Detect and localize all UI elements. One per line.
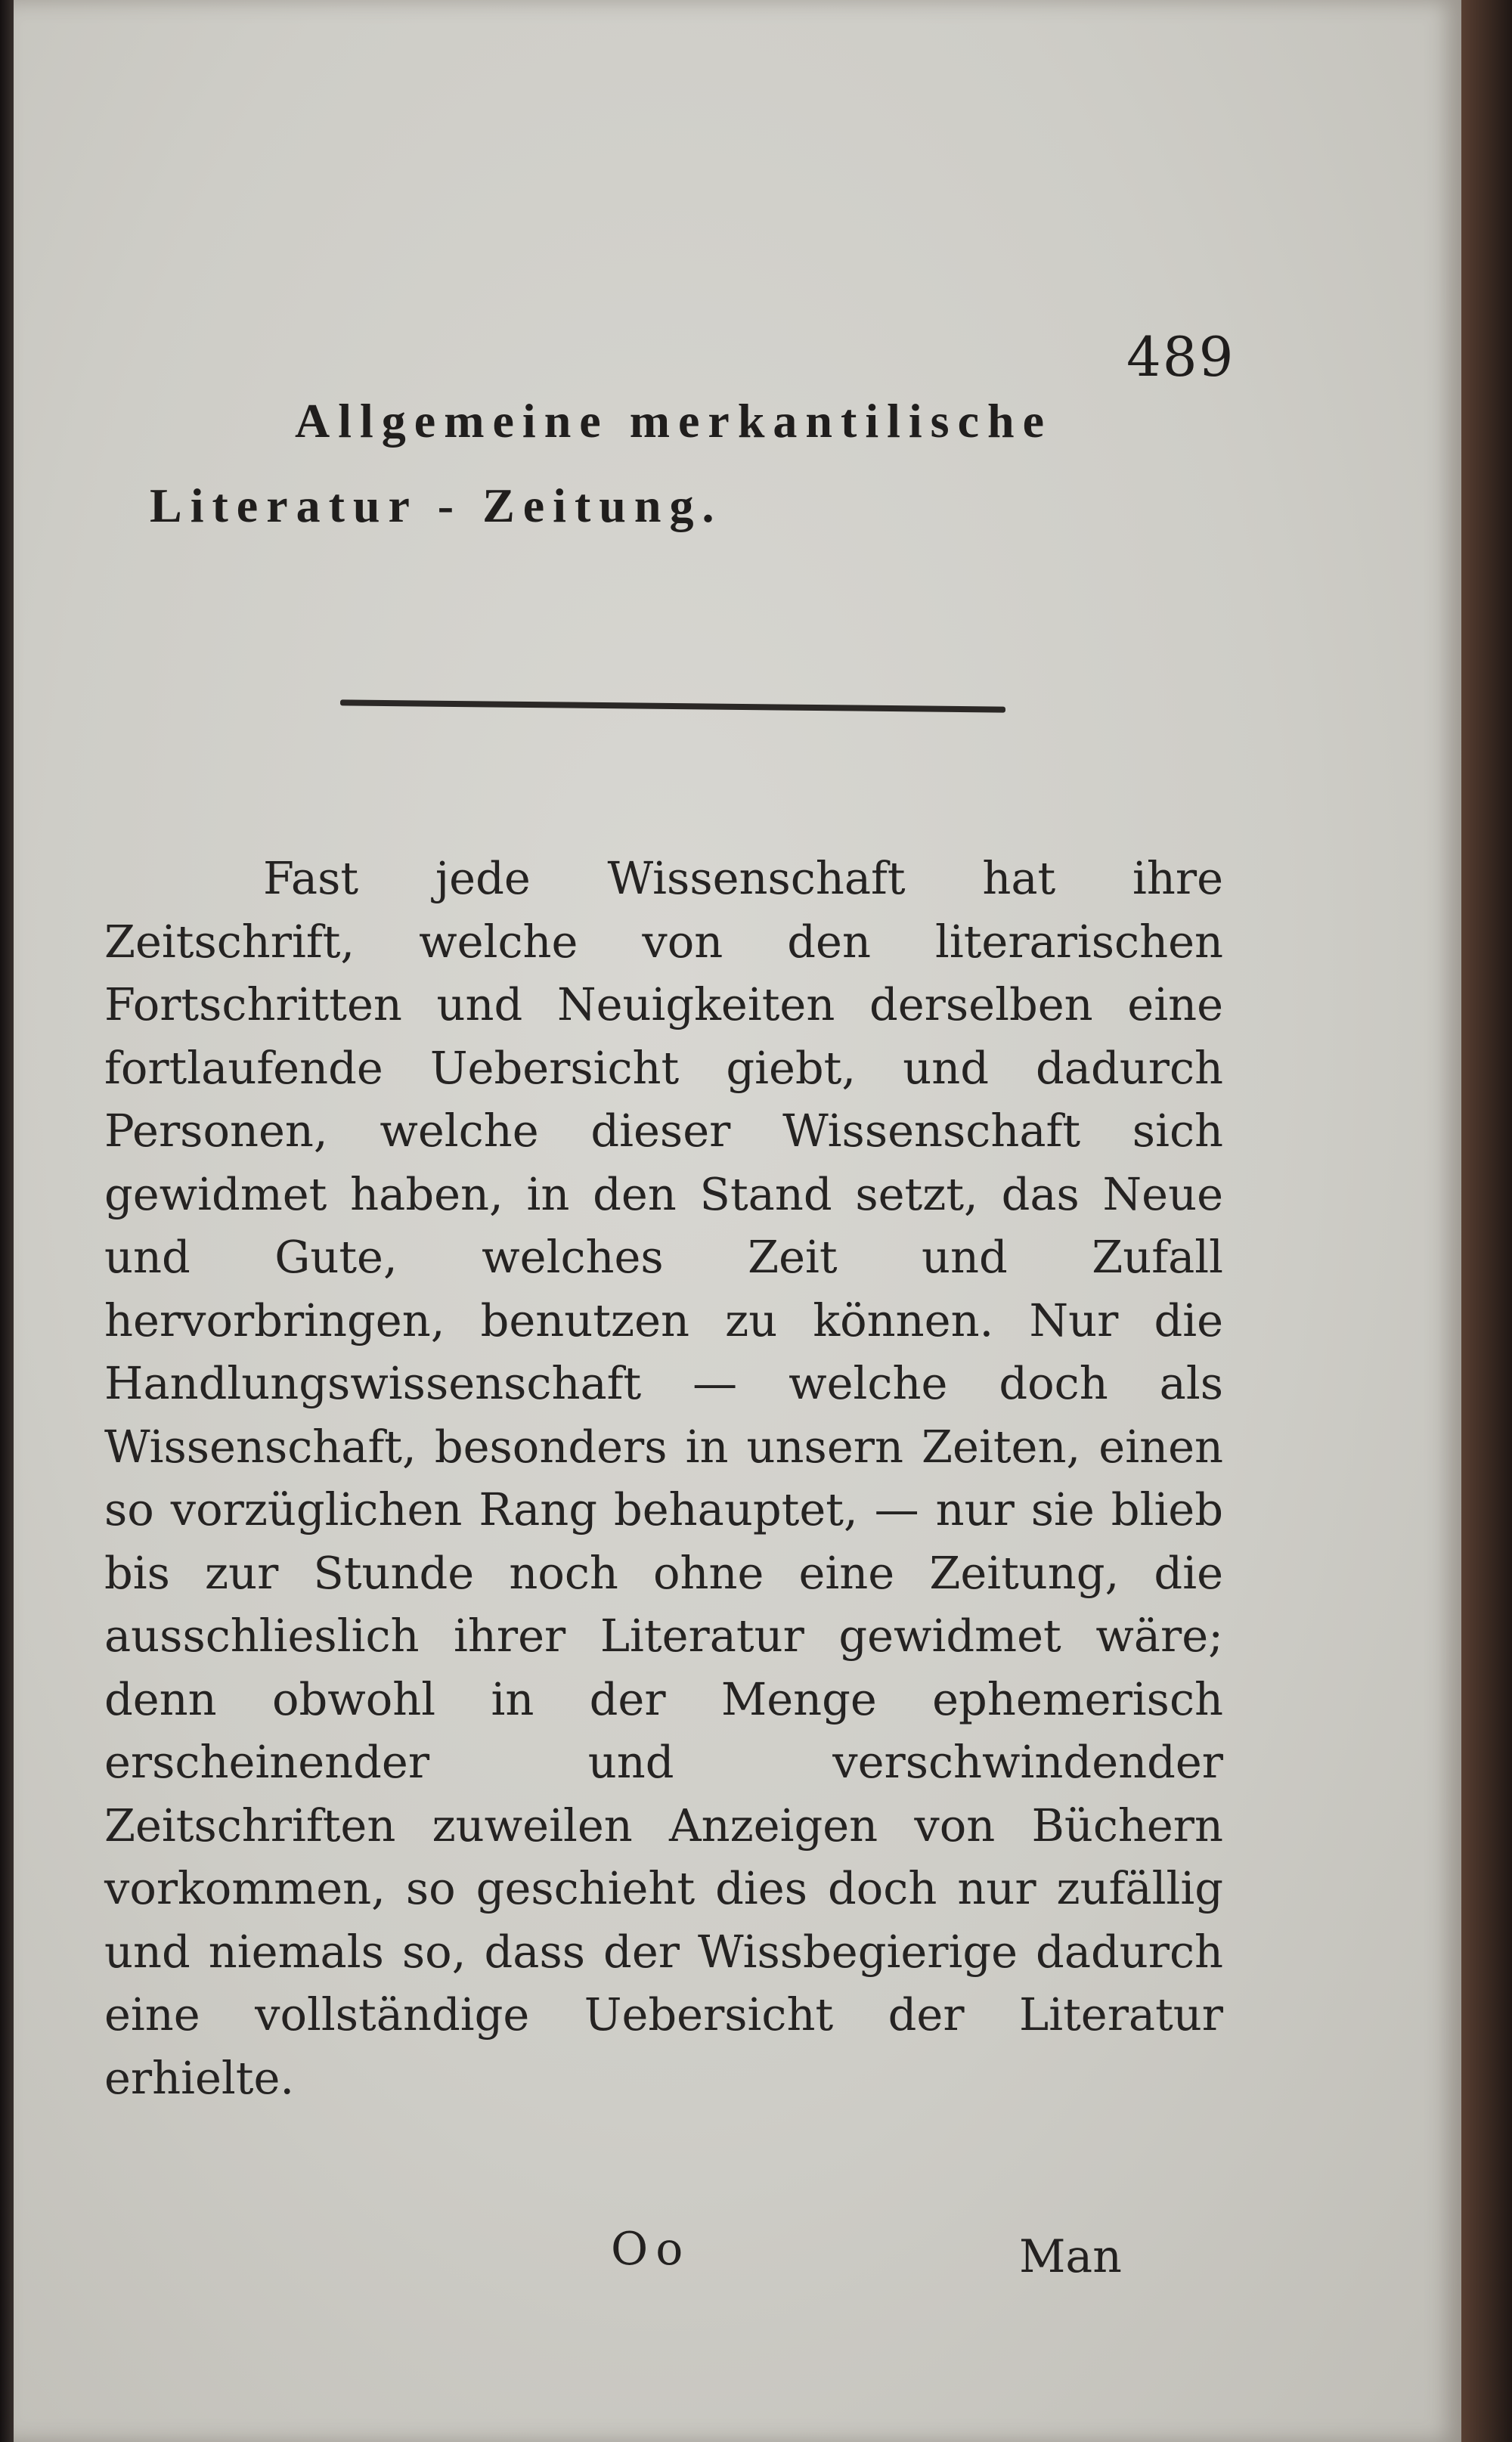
title-line-1: Allgemeine merkantilische <box>295 394 1052 448</box>
footer-catchword: Man <box>1019 2230 1122 2283</box>
footer-signature-mark: Oo <box>611 2223 691 2276</box>
book-edge-background <box>1459 0 1512 2442</box>
body-paragraph: Fast jede Wissenschaft hat ihre Zeitschrift, welche von den literarischen Fortschritten und Neuigkeiten derselben eine fortlaufende Uebersicht giebt, und dadurch Personen, welche dieser Wissenschaft sich gewidmet haben, in den Stand setzt, das Neue und Gute, welches Zeit und Zufall hervorbringen, benutzen zu können. Nur die Handlungswissenschaft — welche doch als Wissenschaft, besonders in unsern Zeiten, einen so vorzüglichen Rang behauptet, — nur sie blieb bis zur Stunde noch ohne eine Zeitung, die ausschlieslich ihrer Literatur gewidmet wäre; denn obwohl in der Menge ephemerisch erscheinender und verschwindender Zeitschriften zuweilen Anzeigen von Büchern vorkommen, so geschieht dies doch nur zufällig und niemals so, dass der Wissbegierige dadurch eine vollständige Uebersicht der Literatur erhielte. <box>104 852 1223 2104</box>
page-number: 489 <box>1126 325 1235 389</box>
divider-rule <box>340 699 1005 712</box>
book-page <box>14 0 1461 2442</box>
title-line-2: Literatur - Zeitung. <box>150 479 723 532</box>
